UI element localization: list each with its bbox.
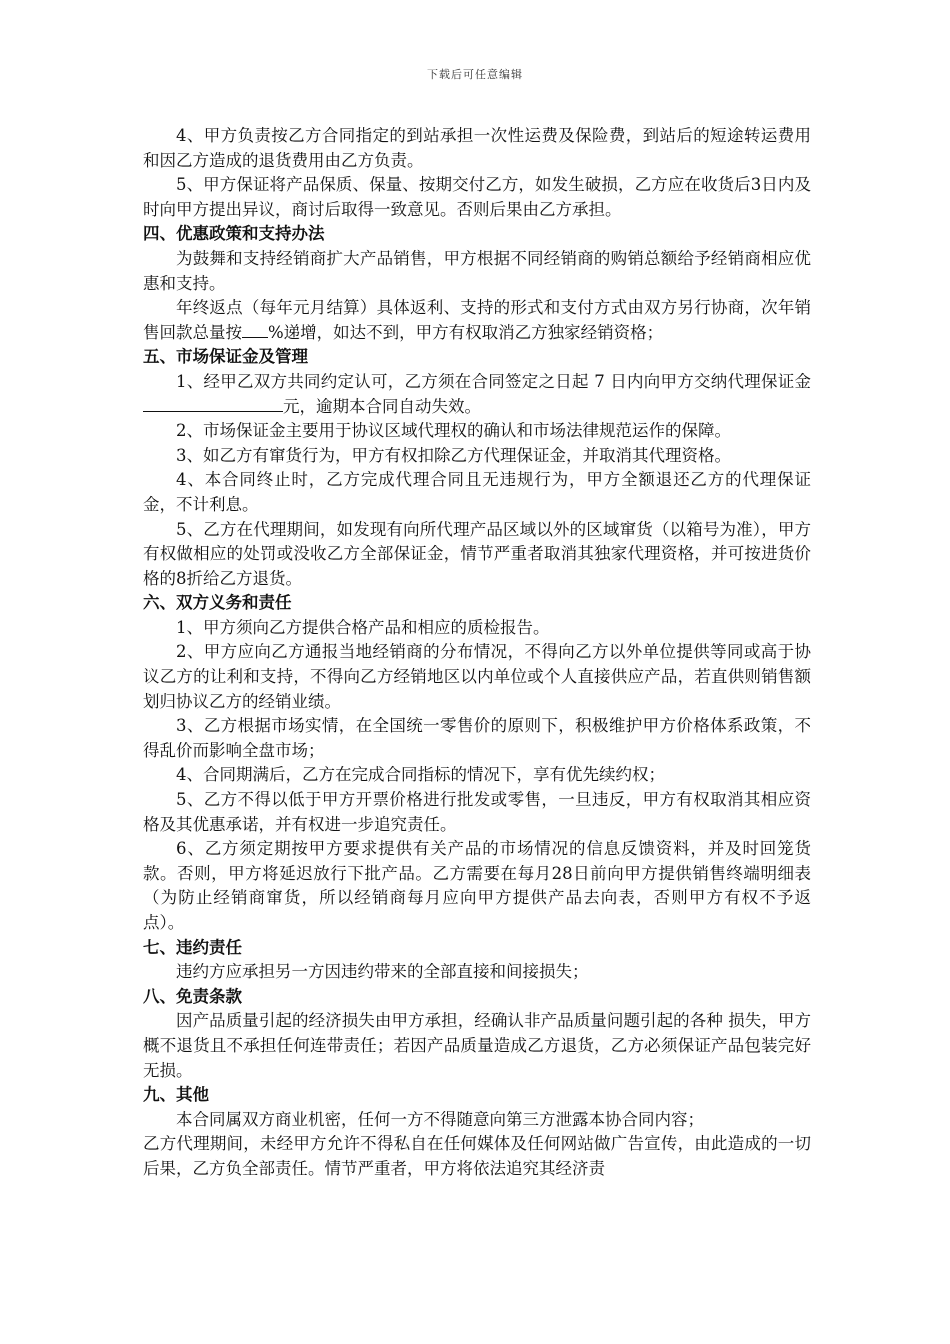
section-7-title: 七、违约责任	[143, 937, 242, 957]
section-5-para-3: 3、如乙方有窜货行为，甲方有权扣除乙方代理保证金，并取消其代理资格。	[176, 445, 731, 465]
section-5-para-1-text-b: 元，逾期本合同自动失效。	[283, 396, 481, 416]
section-5-para-1	[143, 370, 811, 419]
clause-4: 4、甲方负责按乙方合同指定的到站承担一次性运费及保险费，到站后的短途转运费用和因乙方造成的退货费用由乙方负责。	[143, 126, 811, 170]
section-6-para-5: 5、乙方不得以低于甲方开票价格进行批发或零售，一旦违反，甲方有权取消其相应资格及其优惠承诺，并有权进一步追究责任。	[143, 790, 811, 834]
section-6-title: 六、双方义务和责任	[143, 593, 292, 613]
blank-deposit-field	[143, 397, 283, 412]
section-5-para-2: 2、市场保证金主要用于协议区域代理权的确认和市场法律规范运作的保障。	[176, 421, 731, 441]
blank-percent-field	[242, 323, 268, 338]
section-6-para-4: 4、合同期满后，乙方在完成合同指标的情况下，享有优先续约权；	[176, 765, 665, 785]
section-4-para-2	[143, 296, 811, 345]
section-6-para-1: 1、甲方须向乙方提供合格产品和相应的质检报告。	[176, 617, 550, 637]
section-5-para-1-text-a: 1、经甲乙双方共同约定认可，乙方须在合同签定之日起 7 日内向甲方交纳代理保证金	[176, 371, 811, 391]
section-9-title: 九、其他	[143, 1085, 209, 1105]
section-9-para-1: 本合同属双方商业机密，任何一方不得随意向第三方泄露本协合同内容；	[176, 1109, 704, 1129]
section-6-para-6: 6、乙方须定期按甲方要求提供有关产品的市场情况的信息反馈资料，并及时回笼货款。否则，甲方将延迟放行下批产品。乙方需要在每月28日前向甲方提供销售终端明细表（为防止经销商窜货，所以经销商每月应向甲方提供产品去向表，否则甲方有权不予返点）。	[143, 839, 811, 932]
section-5-para-4: 4、本合同终止时，乙方完成代理合同且无违规行为，甲方全额退还乙方的代理保证金，不计利息。	[143, 470, 811, 514]
section-8-title: 八、免责条款	[143, 986, 242, 1006]
section-7-para-1: 违约方应承担另一方因违约带来的全部直接和间接损失；	[176, 962, 589, 982]
section-5-para-5: 5、乙方在代理期间，如发现有向所代理产品区域以外的区域窜货（以箱号为准），甲方有权做相应的处罚或没收乙方全部保证金，情节严重者取消其独家代理资格，并可按进货价格的8折给乙方退货。	[143, 519, 811, 588]
document-body	[143, 124, 811, 1182]
section-6-para-3: 3、乙方根据市场实情，在全国统一零售价的原则下，积极维护甲方价格体系政策，不得乱价而影响全盘市场；	[143, 716, 811, 760]
section-4-para-2-text-a: 年终返点（每年元月结算）具体返利、支持的形式和支付方式由双方另行协商，次年销售回款总量按	[143, 298, 811, 342]
section-4-title: 四、优惠政策和支持办法	[143, 224, 325, 244]
section-9-para-2: 乙方代理期间，未经甲方允许不得私自在任何媒体及任何网站做广告宣传，由此造成的一切后果，乙方负全部责任。情节严重者，甲方将依法追究其经济责	[143, 1134, 811, 1178]
section-4-para-2-text-b: %递增，如达不到，甲方有权取消乙方独家经销资格；	[268, 322, 664, 342]
section-6-para-2: 2、甲方应向乙方通报当地经销商的分布情况，不得向乙方以外单位提供等同或高于协议乙方的让利和支持，不得向乙方经销地区以内单位或个人直接供应产品，若直供则销售额划归协议乙方的经销业绩。	[143, 642, 811, 711]
clause-5: 5、甲方保证将产品保质、保量、按期交付乙方，如发生破损，乙方应在收货后3日内及时向甲方提出异议，商讨后取得一致意见。否则后果由乙方承担。	[143, 175, 811, 219]
section-8-para-1: 因产品质量引起的经济损失由甲方承担，经确认非产品质量问题引起的各种 损失，甲方概不退货且不承担任何连带责任；若因产品质量造成乙方退货，乙方必须保证产品包装完好无损。	[143, 1011, 811, 1080]
page-header: 下载后可任意编辑	[427, 68, 523, 81]
section-5-title: 五、市场保证金及管理	[143, 347, 308, 367]
section-4-para-1: 为鼓舞和支持经销商扩大产品销售，甲方根据不同经销商的购销总额给予经销商相应优惠和支持。	[143, 248, 811, 293]
